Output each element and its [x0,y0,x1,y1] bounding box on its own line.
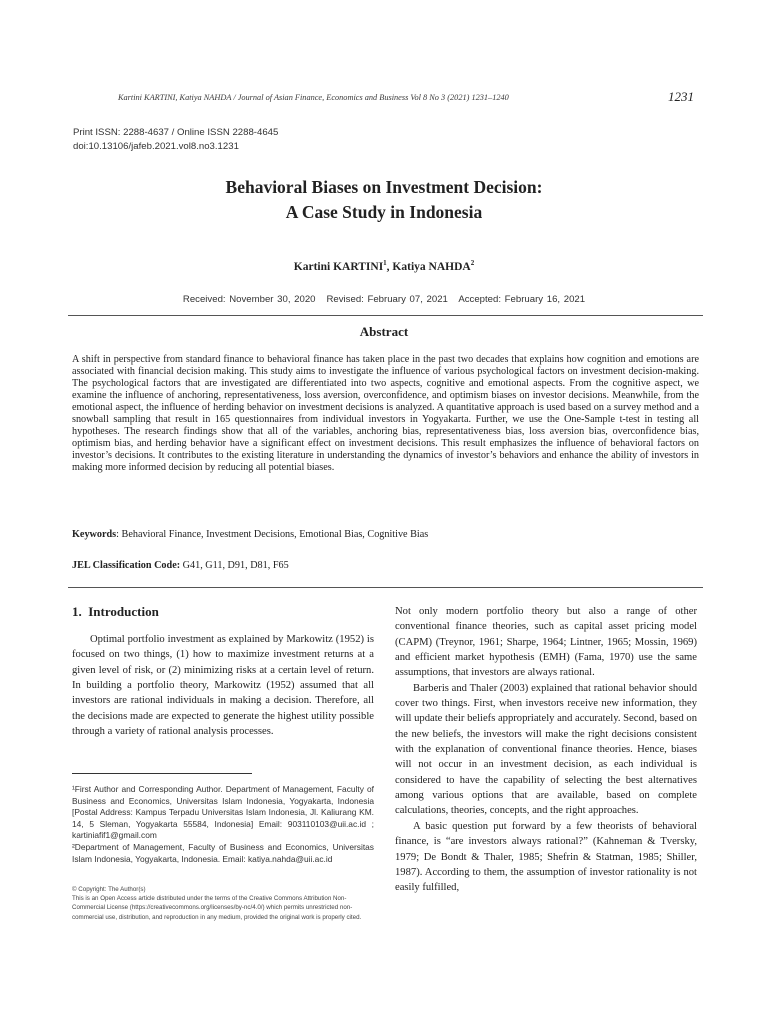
intro-paragraph-2: Not only modern portfolio theory but also a range of other conventional finance theories, such as capital asset pricing model (CAPM) (Treynor, 1961; Sharpe, 1964; Lintner, 1965; Mossin, 1969) and efficient market hypothesis (EMH) (Fama, 1970) use the same assumptions, that investors are always rational. [395,606,697,679]
intro-paragraph-1: Optimal portfolio investment as explained by Markowitz (1952) is focused on two things, (1) how to maximize investment returns at a given level of risk, or (2) minimizing risks at a certain level of return. In building a portfolio theory, Markowitz (1952) assumed that all investors are rational individuals in making a decision. Therefore, all the decisions made are expected to generate the highest utility possible through a variety of rational analysis processes. [72,634,374,738]
copyright-notice [72,885,374,922]
keywords [72,529,699,540]
jel-label: JEL Classification Code: [72,560,181,571]
license-text: This is an Open Access article distributed under the terms of the Creative Commons Attribution Non-Commercial License (https://creativecommons.org/licenses/by-nc/4.0/) which permits unrestricted non-commercial use, distribution, and reproduction in any medium, provided the original work is properly cited. [72,895,362,921]
intro-paragraph-3: Barberis and Thaler (2003) explained that rational behavior should cover two things. First, when investors receive new information, they will update their beliefs appropriately and accurately. Second, based on the new beliefs, the investors will make the right decisions consistent with the explanation of conventional finance theories. Hence, biases will not occur in an investment decision, as each individual is considered to have the capability of selecting the best alternatives among various options that are available, based on complete calculations, theories, concepts, and the right approaches. [395,682,698,817]
footnote-2: ²Department of Management, Faculty of Business and Economics, Universitas Islam Indonesia, Yogyakarta, Indonesia. Email: katiya.nahda@uii.ac.id [72,841,374,864]
author-separator: , [386,260,393,273]
issn-block [73,126,278,154]
right-column [395,604,697,896]
jel-text: G41, G11, D91, D81, F65 [180,560,289,571]
author-1-affiliation: 1 [383,259,387,267]
divider-top [68,315,703,316]
abstract-body: A shift in perspective from standard finance to behavioral finance has taken place in the past two decades that explains how cognition and emotions are associated with financial decision making. This study aims to investigate the influence of various psychological factors on investment decision-making. The psychological factors that are investigated are differentiated into two aspects, cognitive and emotional aspects. From the cognitive aspect, we examine the influence of anchoring, representativeness, loss aversion, overconfidence, and optimism biases on investor decisions. Meanwhile, from the emotional aspect, the influence of herding behavior on investment decisions is analyzed. A quantitative approach is used based on a survey method and a snowball sampling that result in 165 questionnaires from individual investors in Yogyakarta. Further, we use the One-Sample t-test in testing all hypotheses. The research findings show that all of the variables, anchoring bias, representativeness bias, loss aversion bias, overconfidence bias, optimism bias, and herding behavior have a significant effect on investment decisions. This result emphasizes the influence of behavioral factors on investor’s decisions. It contributes to the existing literature in understanding the dynamics of investor’s behaviors and enhance the ability of investors in making more informed decision by reducing all potential biases. [72,354,699,474]
copyright-line: © Copyright: The Author(s) [72,886,146,893]
intro-paragraph-4: A basic question put forward by a few theorists of behavioral finance, is “are investors always rational?” (Kahneman & Tversky, 1979; De Bondt & Thaler, 1985; Shefrin & Statman, 1985; Shiller, 1987). According to them, the assumption of investor rationality is not easily fulfilled, [395,820,697,894]
left-column [72,632,374,739]
divider-bottom [68,587,703,588]
issn-line: Print ISSN: 2288-4637 / Online ISSN 2288-4645 [73,127,279,138]
footnote-1: ¹First Author and Corresponding Author. Department of Management, Faculty of Business and Economics, Universitas Islam Indonesia, Yogyakarta, Indonesia [Postal Address: Kampus Terpadu Universitas Islam Indonesia, Jl. Kaliurang KM. 14, 5 Sleman, Yogyakarta 55584, Indonesia] Email: 903110103@uii.ac.id ; kartiniafif1@gmail.com [72,784,374,841]
section-heading-introduction: 1. Introduction [72,604,159,619]
keywords-text: : Behavioral Finance, Investment Decisions, Emotional Bias, Cognitive Bias [116,529,429,540]
author-list [0,259,768,273]
author-2-affiliation: 2 [470,259,475,267]
submission-dates: Received: November 30, 2020 Revised: February 07, 2021 Accepted: February 16, 2021 [182,294,586,305]
doi-line: doi:10.13106/jafeb.2021.vol8.no3.1231 [73,141,239,152]
keywords-label: Keywords [72,529,117,540]
title-line-2: A Case Study in Indonesia [285,202,483,222]
footnotes [72,784,374,865]
author-1: Kartini KARTINI [293,260,384,273]
title-line-1: Behavioral Biases on Investment Decision: [225,177,543,197]
page-number: 1231 [668,89,694,104]
footnote-divider [72,773,252,774]
paper-title [0,175,768,225]
abstract-heading: Abstract [359,324,409,339]
running-head: Kartini KARTINI, Katiya NAHDA / Journal of Asian Finance, Economics and Business Vol 8 No 3 (2021) 1231–1240 [118,93,509,102]
jel-codes [72,560,699,571]
author-2: Katiya NAHDA [392,260,471,273]
